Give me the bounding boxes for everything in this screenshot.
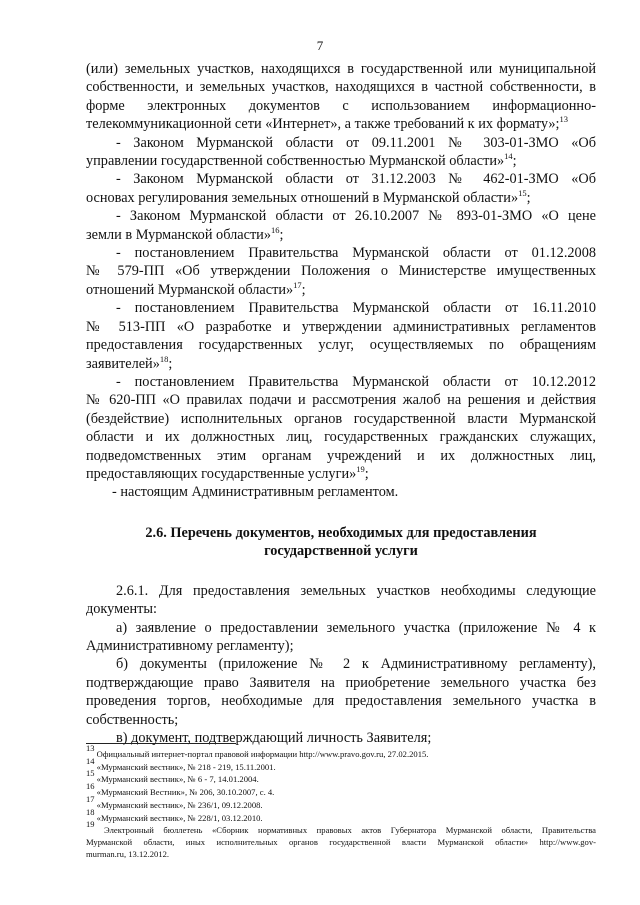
list-item: - постановлением Правительства Мурманской области от 16.11.2010 (116, 300, 596, 317)
footnote: $^{19}$ Электронный бюллетень «Сборник нормативных правовых актов Губернатора Мурманской области, Правительства (86, 819, 596, 836)
list-item-cont: подведомственных этим органам учреждений и их должностных лиц, (86, 447, 596, 464)
document-body (86, 60, 596, 747)
paragraph-line: проведения торгов, необходимые для предоставления земельного участка в (86, 693, 596, 710)
footnote: $^{18}$ «Мурманский вестник», № 228/1, 03.12.2010. (86, 806, 263, 823)
list-item-cont: № 579-ПП «Об утверждении Положения о Министерстве имущественных (86, 263, 596, 280)
list-item: - Законом Мурманской области от 26.10.2007 № 893-01-ЗМО «О цене (116, 208, 596, 225)
section-heading: 2.6. Перечень документов, необходимых для предоставления государственной услуги (145, 524, 537, 559)
list-item: - Законом Мурманской области от 31.12.2003 № 462-01-ЗМО «Об (116, 171, 596, 188)
footnote: $^{17}$ «Мурманский вестник», № 236/1, 09.12.2008. (86, 793, 263, 810)
list-item-cont: предоставляющих государственные услуги»$^{19}$; (86, 463, 369, 482)
footnote-ref: 17 (293, 279, 302, 290)
list-item: - настоящим Административным регламентом. (112, 484, 399, 501)
footnote-divider (86, 743, 236, 744)
paragraph-line: (или) земельных участков, находящихся в государственной или муниципальной (86, 61, 596, 77)
paragraph-line: собственности, и земельных участков, находящихся в частной собственности, в (86, 79, 596, 96)
footnote-ref: 19 (356, 463, 365, 474)
list-item: - постановлением Правительства Мурманской области от 10.12.2012 (116, 373, 596, 390)
list-item-cont: № 620-ПП «О правилах подачи и рассмотрения жалоб на решения и действия (86, 392, 596, 409)
list-item-cont: заявителей»$^{18}$; (86, 353, 173, 372)
footnote: $^{13}$ Официальный интернет-портал правовой информации http://www.pravo.gov.ru, 27.02.2015. (86, 743, 429, 759)
list-item-cont: (бездействие) исполнительных органов государственной власти Мурманской (86, 410, 596, 427)
paragraph-line: в) документ, подтверждающий личность Заявителя; (116, 730, 432, 746)
list-item-cont: предоставления государственных услуг, осуществляемых по обращениям (86, 337, 596, 354)
paragraph-line: а) заявление о предоставлении земельного участка (приложение № 4 к (116, 619, 596, 636)
list-item-cont: области и их должностных лиц, государственных гражданских служащих, (86, 429, 596, 446)
footnote: $^{15}$ «Мурманский вестник», № 6 - 7, 14.01.2004. (86, 768, 259, 785)
footnote: $^{14}$ «Мурманский вестник», № 218 - 219, 15.11.2001. (86, 755, 276, 772)
footnotes (86, 743, 596, 860)
list-item-cont: основах регулирования земельных отношений в Мурманской области»$^{15}$; (86, 187, 531, 206)
list-item-cont: отношений Мурманской области»$^{17}$; (86, 279, 306, 298)
paragraph-line: 2.6.1. Для предоставления земельных участков необходимы следующие (116, 582, 596, 599)
paragraph-line: собственность; (86, 711, 179, 728)
list-item-cont: управлении государственной собственностью Мурманской области»$^{14}$; (86, 151, 517, 170)
paragraph-line: телекоммуникационной сети «Интернет», а также требований к их формату»;$^{13}$ (86, 114, 569, 133)
paragraph-line: б) документы (приложение № 2 к Административному регламенту), (116, 656, 596, 673)
list-item-cont: № 513-ПП «О разработке и утверждении административных регламентов (86, 318, 596, 335)
footnote-ref: 16 (271, 224, 280, 235)
list-item: - постановлением Правительства Мурманской области от 01.12.2008 (116, 245, 596, 262)
paragraph-line: подтверждающие право Заявителя на приобретение земельного участка без (86, 674, 596, 691)
footnote: $^{16}$ «Мурманский Вестник», № 206, 30.10.2007, с. 4. (86, 781, 275, 798)
footnote-cont: Мурманской области, иных исполнительных органов государственной власти Мурманской области» http://www.gov- (86, 836, 596, 847)
footnote-ref: 13 (559, 114, 569, 125)
footnote-cont: murman.ru, 13.12.2012. (86, 848, 170, 859)
list-item: - Законом Мурманской области от 09.11.2001 № 303-01-ЗМО «Об (116, 134, 596, 151)
footnote-ref: 14 (504, 151, 513, 162)
paragraph-line: форме электронных документов с использованием информационно- (86, 97, 596, 114)
paragraph-line: Административному регламенту); (86, 637, 294, 654)
page-number: 7 (316, 38, 324, 53)
paragraph-line: документы: (86, 601, 157, 618)
footnote-ref: 15 (518, 187, 527, 198)
footnote-ref: 18 (159, 353, 169, 364)
list-item-cont: земли в Мурманской области»$^{16}$; (86, 224, 284, 243)
